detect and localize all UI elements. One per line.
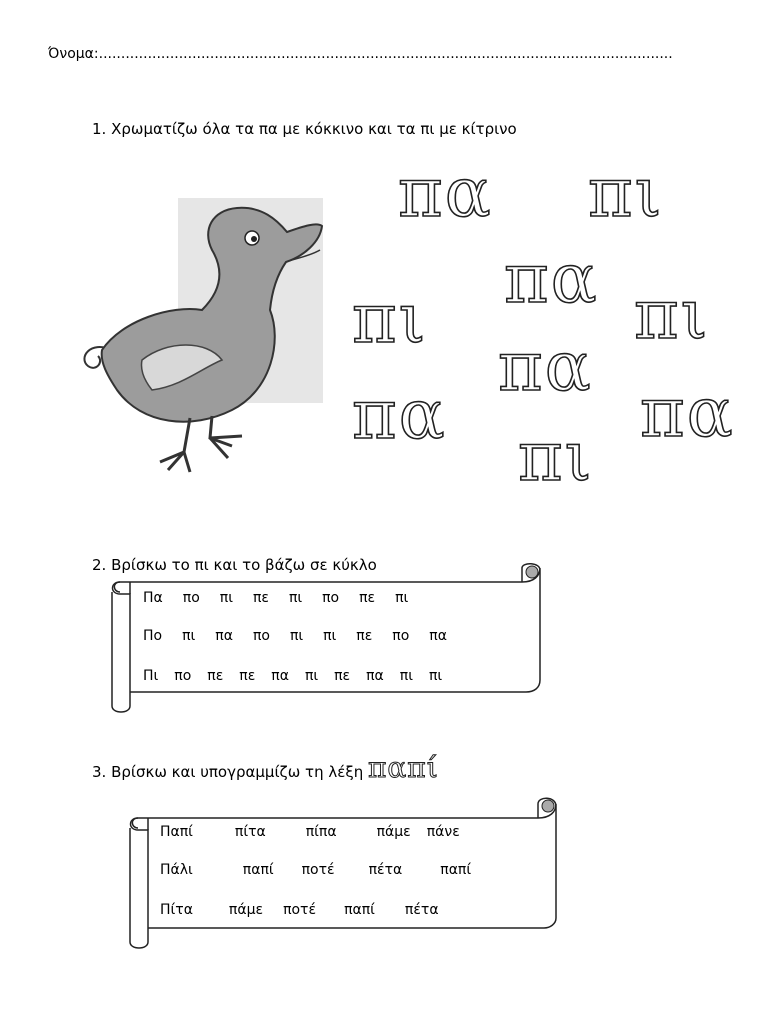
syllable-word[interactable]: πε [252, 590, 269, 606]
word[interactable]: πάνε [426, 824, 460, 840]
word[interactable]: πάμε [376, 824, 411, 840]
syllable-word[interactable]: πι [182, 628, 196, 644]
task-3-instruction [92, 751, 439, 784]
word[interactable]: παπί [344, 902, 375, 918]
syllable-word[interactable]: πε [207, 668, 224, 684]
syllable-pi-1[interactable]: πι [588, 154, 664, 233]
syllable-pa-1[interactable]: πα [398, 154, 493, 233]
task-3-text: 3. Βρίσκω και υπογραμμίζω τη λέξη [92, 763, 364, 781]
syllable-pi-4[interactable]: πι [518, 418, 594, 497]
word-row-2 [160, 862, 471, 878]
syllable-word[interactable]: Πι [143, 668, 159, 684]
syllable-word[interactable]: πε [334, 668, 351, 684]
syllable-word[interactable]: πα [429, 628, 447, 644]
word[interactable]: ποτέ [283, 902, 317, 918]
syllable-word[interactable]: πι [395, 590, 409, 606]
syllable-word[interactable]: πα [366, 668, 384, 684]
syllable-pa-4[interactable]: πα [352, 376, 447, 455]
syllable-word[interactable]: Πο [143, 628, 163, 644]
name-line[interactable] [48, 46, 673, 62]
duck-illustration [72, 190, 328, 490]
syllable-pa-3[interactable]: πα [498, 328, 593, 407]
syllable-word[interactable]: πε [356, 628, 373, 644]
word[interactable]: πίπα [305, 824, 337, 840]
syllable-word[interactable]: πο [322, 590, 340, 606]
pi-row-1 [143, 590, 428, 606]
syllable-word[interactable]: πο [392, 628, 410, 644]
syllable-word[interactable]: πε [239, 668, 256, 684]
word[interactable]: Παπί [160, 824, 193, 840]
name-label: Όνομα: [48, 46, 99, 62]
syllable-pa-5[interactable]: πα [640, 374, 735, 453]
syllable-word[interactable]: πι [323, 628, 337, 644]
syllable-word[interactable]: πι [428, 668, 443, 684]
word[interactable]: ποτέ [301, 862, 335, 878]
word[interactable]: πέτα [404, 902, 439, 918]
task-1-instruction: 1. Χρωματίζω όλα τα πα με κόκκινο και τα πι με κίτρινο [92, 120, 517, 138]
pi-row-2 [143, 628, 467, 644]
syllable-word[interactable]: πο [252, 628, 270, 644]
pi-row-3 [143, 668, 442, 684]
syllable-word[interactable]: πε [359, 590, 376, 606]
word[interactable]: πέτα [368, 862, 403, 878]
syllable-pa-2[interactable]: πα [504, 240, 599, 319]
syllable-word[interactable]: πι [289, 628, 304, 644]
syllable-word[interactable]: Πα [143, 590, 163, 606]
syllable-word[interactable]: πι [288, 590, 303, 606]
syllable-word[interactable]: πι [219, 590, 233, 606]
syllable-word[interactable]: πι [304, 668, 319, 684]
syllable-word[interactable]: πι [399, 668, 413, 684]
word[interactable]: παπί [242, 862, 274, 878]
syllable-pi-2[interactable]: πι [352, 280, 428, 359]
word[interactable]: Πίτα [160, 902, 193, 918]
word[interactable]: Πάλι [160, 862, 193, 878]
syllable-word[interactable]: πο [182, 590, 200, 606]
syllable-word[interactable]: πα [215, 628, 233, 644]
task-2-instruction: 2. Βρίσκω το πι και το βάζω σε κύκλο [92, 556, 377, 574]
syllable-word[interactable]: πο [174, 668, 192, 684]
word[interactable]: παπί [440, 862, 472, 878]
word[interactable]: πάμε [228, 902, 264, 918]
syllable-pi-3[interactable]: πι [634, 276, 710, 355]
syllable-word[interactable]: πα [271, 668, 289, 684]
word-row-3 [160, 902, 439, 918]
name-dots: ................................................................................................................................. [98, 46, 673, 62]
target-word-papi: παπί [367, 751, 439, 784]
word[interactable]: πίτα [234, 824, 266, 840]
word-row-1 [160, 824, 460, 840]
